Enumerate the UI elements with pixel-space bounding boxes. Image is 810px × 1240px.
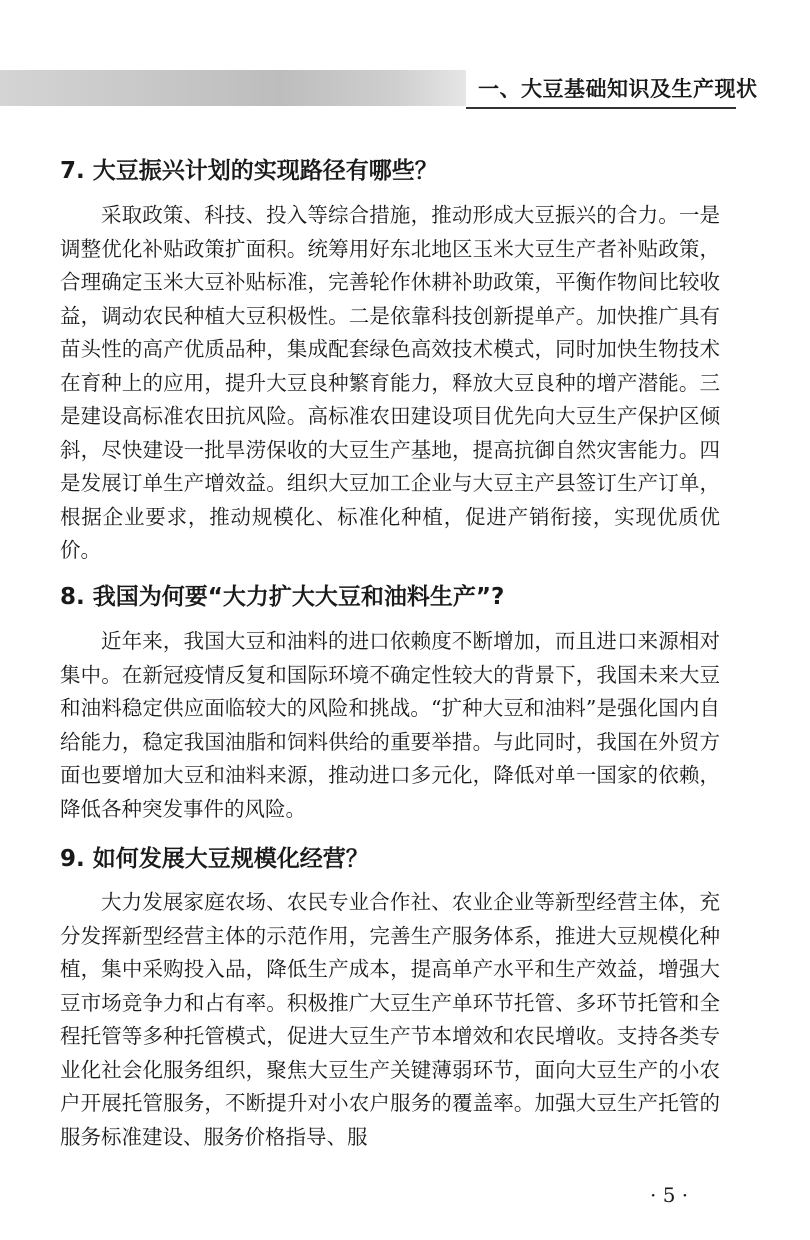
running-header-title: 一、大豆基础知识及生产现状 <box>478 77 758 101</box>
section-7-body: 采取政策、科技、投入等综合措施，推动形成大豆振兴的合力。一是调整优化补贴政策扩面积。统筹用好东北地区玉米大豆生产者补贴政策，合理确定玉米大豆补贴标准，完善轮作休耕补助政策，平衡作物间比较收益，调动农民种植大豆积极性。二是依靠科技创新提单产。加快推广具有苗头性的高产优质品种，集成配套绿色高效技术模式，同时加快生物技术在育种上的应用，提升大豆良种繁育能力，释放大豆良种的增产潜能。三是建设高标准农田抗风险。高标准农田建设项目优先向大豆生产保护区倾斜，尽快建设一批旱涝保收的大豆生产基地，提高抗御自然灾害能力。四是发展订单生产增效益。组织大豆加工企业与大豆主产县签订生产订单，根据企业要求，推动规模化、标准化种植，促进产销衔接，实现优质优价。 <box>60 203 720 562</box>
section-9-heading: 9. 如何发展大豆规模化经营？ <box>60 846 369 872</box>
section-9-body: 大力发展家庭农场、农民专业合作社、农业企业等新型经营主体，充分发挥新型经营主体的示范作用，完善生产服务体系，推进大豆规模化种植，集中采购投入品，降低生产成本，提高单产水平和生产效益，增强大豆市场竞争力和占有率。积极推广大豆生产单环节托管、多环节托管和全程托管等多种托管模式，促进大豆生产节本增效和农民增收。支持各类专业化社会化服务组织，聚焦大豆生产关键薄弱环节，面向大豆生产的小农户开展托管服务，不断提升对小农户服务的覆盖率。加强大豆生产托管的服务标准建设、服务价格指导、服 <box>60 890 720 1149</box>
section-8-body: 近年来，我国大豆和油料的进口依赖度不断增加，而且进口来源相对集中。在新冠疫情反复和国际环境不确定性较大的背景下，我国未来大豆和油料稳定供应面临较大的风险和挑战。“扩种大豆和油料”是强化国内自给能力，稳定我国油脂和饲料供给的重要举措。与此同时，我国在外贸方面也要增加大豆和油料来源，推动进口多元化，降低对单一国家的依赖，降低各种突发事件的风险。 <box>60 629 720 821</box>
page-number: · 5 · <box>650 1183 689 1207</box>
section-8-heading: 8. 我国为何要“大力扩大大豆和油料生产”? <box>60 584 505 610</box>
header-rule <box>466 107 736 109</box>
section-7-heading: 7. 大豆振兴计划的实现路径有哪些？ <box>60 158 438 184</box>
header-band <box>0 70 466 106</box>
